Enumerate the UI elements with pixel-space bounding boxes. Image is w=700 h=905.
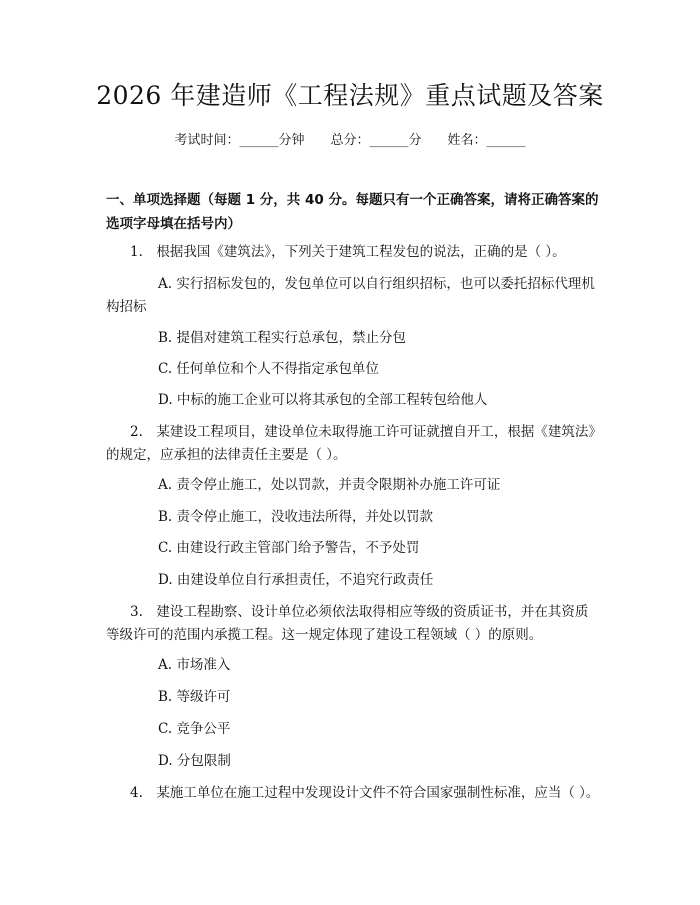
page-title: 2026 年建造师《工程法规》重点试题及答案: [96, 81, 604, 110]
question-2-stem: 2. 某建设工程项目，建设单位未取得施工许可证就擅自开工，根据《建筑法》的规定，应承担的法律责任主要是（ ）。: [106, 424, 596, 463]
total-score-field: 总分：______分: [330, 133, 422, 148]
question-1-option-c: C. 任何单位和个人不得指定承包单位: [158, 361, 379, 377]
exam-meta: [0, 131, 700, 151]
question-1-stem: 1. 根据我国《建筑法》，下列关于建筑工程发包的说法，正确的是（ ）。: [130, 244, 566, 260]
question-2-option-a: A. 责令停止施工，处以罚款，并责令限期补办施工许可证: [158, 477, 501, 493]
question-2-option-d: D. 由建设单位自行承担责任，不追究行政责任: [158, 572, 434, 588]
name-field: 姓名：______: [447, 133, 526, 148]
question-1-option-d: D. 中标的施工企业可以将其承包的全部工程转包给他人: [158, 392, 488, 408]
exam-time-field: 考试时间：______分钟: [174, 133, 305, 148]
question-1-option-b: B. 提倡对建筑工程实行总承包，禁止分包: [158, 330, 407, 346]
question-4-stem: 4. 某施工单位在施工过程中发现设计文件不符合国家强制性标准，应当（ ）。: [130, 785, 600, 801]
question-2-option-b: B. 责令停止施工，没收违法所得，并处以罚款: [158, 509, 434, 525]
question-3-stem: 3. 建设工程勘察、设计单位必须依法取得相应等级的资质证书，并在其资质等级许可的范围内承揽工程。这一规定体现了建设工程领域（ ）的原则。: [106, 604, 589, 643]
question-2-option-c: C. 由建设行政主管部门给予警告，不予处罚: [158, 540, 420, 556]
question-3-option-c: C. 竞争公平: [158, 721, 231, 737]
question-3-option-a: A. 市场准入: [158, 657, 231, 673]
question-3-option-b: B. 等级许可: [158, 689, 231, 705]
question-1-option-a: A. 实行招标发包的，发包单位可以自行组织招标，也可以委托招标代理机构招标: [106, 276, 595, 315]
question-3-option-d: D. 分包限制: [158, 753, 231, 769]
section-heading: 一、单项选择题（每题 1 分，共 40 分。每题只有一个正确答案，请将正确答案的选项字母填在括号内）: [106, 192, 599, 232]
